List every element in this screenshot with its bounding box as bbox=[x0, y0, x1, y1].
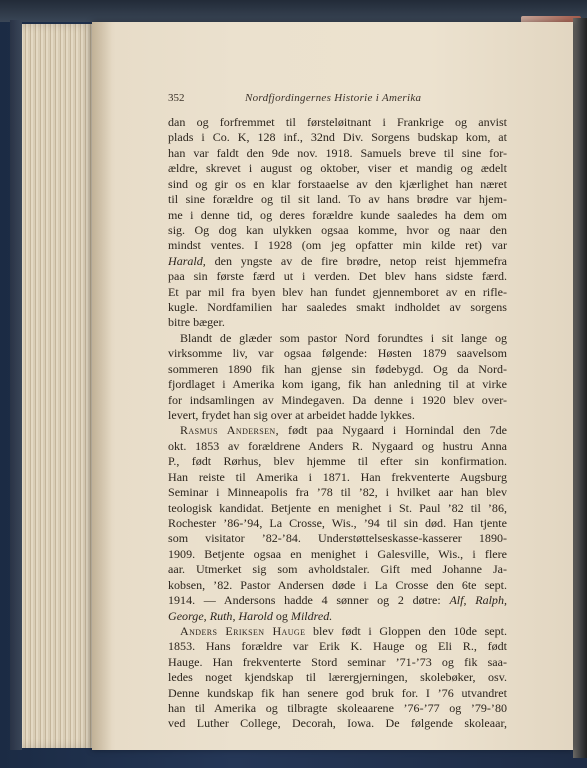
text-run: dan og forfremmet til førsteløitnant i Frankrige og anvist bbox=[168, 115, 507, 129]
italic-text: Alf, Ralph, bbox=[449, 593, 507, 608]
text-run: og bbox=[272, 608, 291, 623]
text-run: som visitator ’82-’84. Understøttelseskasse-kasserer 1890- bbox=[168, 531, 507, 546]
text-line bbox=[168, 223, 507, 238]
text-run: for indsamlingen av Mindegaven. Da denne i 1920 blev over- bbox=[168, 392, 507, 407]
text-line bbox=[168, 578, 507, 593]
body-text bbox=[168, 115, 507, 732]
text-run: Han reiste til Amerika i 1871. Han frekventerte Augsburg bbox=[168, 469, 507, 484]
text-line bbox=[168, 501, 507, 516]
gutter-shadow bbox=[92, 22, 112, 750]
text-line bbox=[168, 423, 507, 438]
text-run: virksomme liv, var ogsaa følgende: Høsten 1879 saavelsom bbox=[168, 346, 507, 361]
cover-right-edge bbox=[573, 18, 587, 758]
text-line bbox=[168, 516, 507, 531]
text-line bbox=[168, 454, 507, 469]
text-run: kobsen, ’82. Pastor Andersen døde i La Crosse den 6te sept. bbox=[168, 577, 507, 592]
text-line bbox=[168, 686, 507, 701]
text-line bbox=[168, 177, 507, 192]
text-run: født paa Nygaard i Hornindal den 7de bbox=[279, 423, 507, 438]
text-line bbox=[168, 547, 507, 562]
text-run: paa sin første færd ut i verden. Det blev hans sidste færd. bbox=[168, 269, 507, 284]
text-line bbox=[168, 701, 507, 716]
text-line bbox=[168, 130, 507, 145]
text-run: Blandt de glæder som pastor Nord forundtes i sit lange og bbox=[180, 330, 507, 345]
page-number: 352 bbox=[168, 92, 185, 104]
text-run: bitre bæger. bbox=[168, 315, 225, 330]
name-smallcaps: Rasmus Andersen, bbox=[180, 423, 279, 438]
text-run: sind og gir os en klar forstaaelse av den kjærlighet han næret bbox=[168, 176, 507, 191]
text-run: 1914. — Andersons hadde 4 sønner og 2 døtre: bbox=[168, 593, 450, 608]
text-run: mindst ventes. I 1928 (om jeg opfatter min kilde ret) var bbox=[168, 238, 507, 253]
text-line bbox=[168, 300, 507, 315]
text-run: til sine forældre og til sit land. To av hans brødre var hjem- bbox=[168, 192, 507, 207]
text-line bbox=[168, 146, 507, 161]
text-line bbox=[168, 655, 507, 670]
text-run: okt. 1853 av forældrene Anders R. Nygaard og hustru Anna bbox=[168, 438, 507, 453]
text-line bbox=[168, 161, 507, 176]
text-line bbox=[168, 208, 507, 223]
text-line bbox=[168, 408, 507, 423]
text-run: levert, frydet han sig over at arbeidet hadde lykkes. bbox=[168, 408, 415, 423]
italic-text: Mildred. bbox=[290, 608, 333, 623]
text-line bbox=[168, 670, 507, 685]
text-line bbox=[168, 624, 507, 639]
text-run: han til Amerika og tilbragte skoleaarene ’76-’77 og ’79-’80 bbox=[168, 701, 507, 716]
text-run: plads i Co. K, 128 inf., 32nd Div. Sorgens budskap kom, at bbox=[168, 130, 507, 145]
italic-text: Harald, bbox=[168, 253, 206, 268]
text-line bbox=[168, 716, 507, 731]
text-run: han var faldt den 9de nov. 1918. Samuels breve til sine for- bbox=[168, 145, 507, 160]
text-line bbox=[168, 562, 507, 577]
text-line bbox=[168, 393, 507, 408]
text-line bbox=[168, 238, 507, 253]
text-run: me i denne tid, og deres forældre kunde saaledes ha dem om bbox=[168, 207, 507, 222]
text-run: aar. Utmerket sig som avholdstaler. Gift med Johanne Ja- bbox=[168, 562, 507, 577]
text-line bbox=[168, 470, 507, 485]
text-run: Denne kundskap fik han senere god bruk for. I ’76 utvandret bbox=[168, 685, 507, 700]
text-line bbox=[168, 285, 507, 300]
running-title: Nordfjordingernes Historie i Amerika bbox=[245, 92, 422, 104]
text-line bbox=[168, 269, 507, 284]
text-run: den yngste av de fire brødre, netop reist hjemmefra bbox=[205, 253, 507, 268]
italic-text: George, Ruth, Harold bbox=[168, 608, 273, 623]
text-line bbox=[168, 485, 507, 500]
name-smallcaps: Anders Eriksen Hauge bbox=[180, 623, 306, 638]
text-run: blev født i Gloppen den 10de sept. bbox=[305, 623, 507, 638]
text-line bbox=[168, 192, 507, 207]
text-run: Et par mil fra byen blev han fundet gjennemboret av en rifle- bbox=[168, 284, 507, 299]
text-run: ældre, skrevet i august og oktober, viser et mandig og ædelt bbox=[168, 161, 507, 176]
text-run: Seminar i Minneapolis fra ’78 til ’82, i hvilket aar han blev bbox=[168, 485, 507, 500]
text-run: P., født Rørhus, blev hjemme til efter sin konfirmation. bbox=[168, 454, 507, 469]
text-run: fjordlaget i Amerika kom igang, fik han anledning til at virke bbox=[168, 377, 507, 392]
cover-top-edge bbox=[0, 0, 587, 22]
text-line bbox=[168, 254, 507, 269]
page-header bbox=[168, 92, 508, 108]
text-run: Rochester ’86-’94, La Crosse, Wis., ’94 til sin død. Han tjente bbox=[168, 515, 507, 530]
text-run: 1853. Hans forældre var Erik K. Hauge og Eli R., født bbox=[168, 639, 507, 654]
text-line bbox=[168, 331, 507, 346]
text-run: sommeren 1890 fik han gjense sin fødebygd. Og da Nord- bbox=[168, 361, 507, 376]
text-run: Hauge. Han frekventerte Stord seminar ’71-’73 og fik saa- bbox=[168, 654, 507, 669]
text-line bbox=[168, 377, 507, 392]
text-run: sig. Og dog kan ulykken ogsaa komme, hvor og naar den bbox=[168, 222, 507, 237]
text-line bbox=[168, 639, 507, 654]
text-run: kugle. Nordfamilien har saaledes smakt indholdet av sorgens bbox=[168, 300, 507, 315]
text-line bbox=[168, 346, 507, 361]
text-run: ledes noget kjendskap til lærergjerningen, skolebøker, osv. bbox=[168, 670, 507, 685]
text-line bbox=[168, 439, 507, 454]
text-run: 1909. Betjente ogsaa en menighet i Galesville, Wis., i flere bbox=[168, 546, 507, 561]
text-line bbox=[168, 593, 507, 608]
page-stack-edges bbox=[18, 24, 94, 748]
text-line bbox=[168, 609, 507, 624]
text-run: teologisk kandidat. Betjente en menighet i St. Paul ’82 til ’86, bbox=[168, 500, 507, 515]
text-line bbox=[168, 362, 507, 377]
text-run: ved Luther College, Decorah, Iowa. De følgende skoleaar, bbox=[168, 716, 507, 731]
text-line bbox=[168, 115, 507, 130]
text-line bbox=[168, 531, 507, 546]
text-line bbox=[168, 315, 507, 330]
